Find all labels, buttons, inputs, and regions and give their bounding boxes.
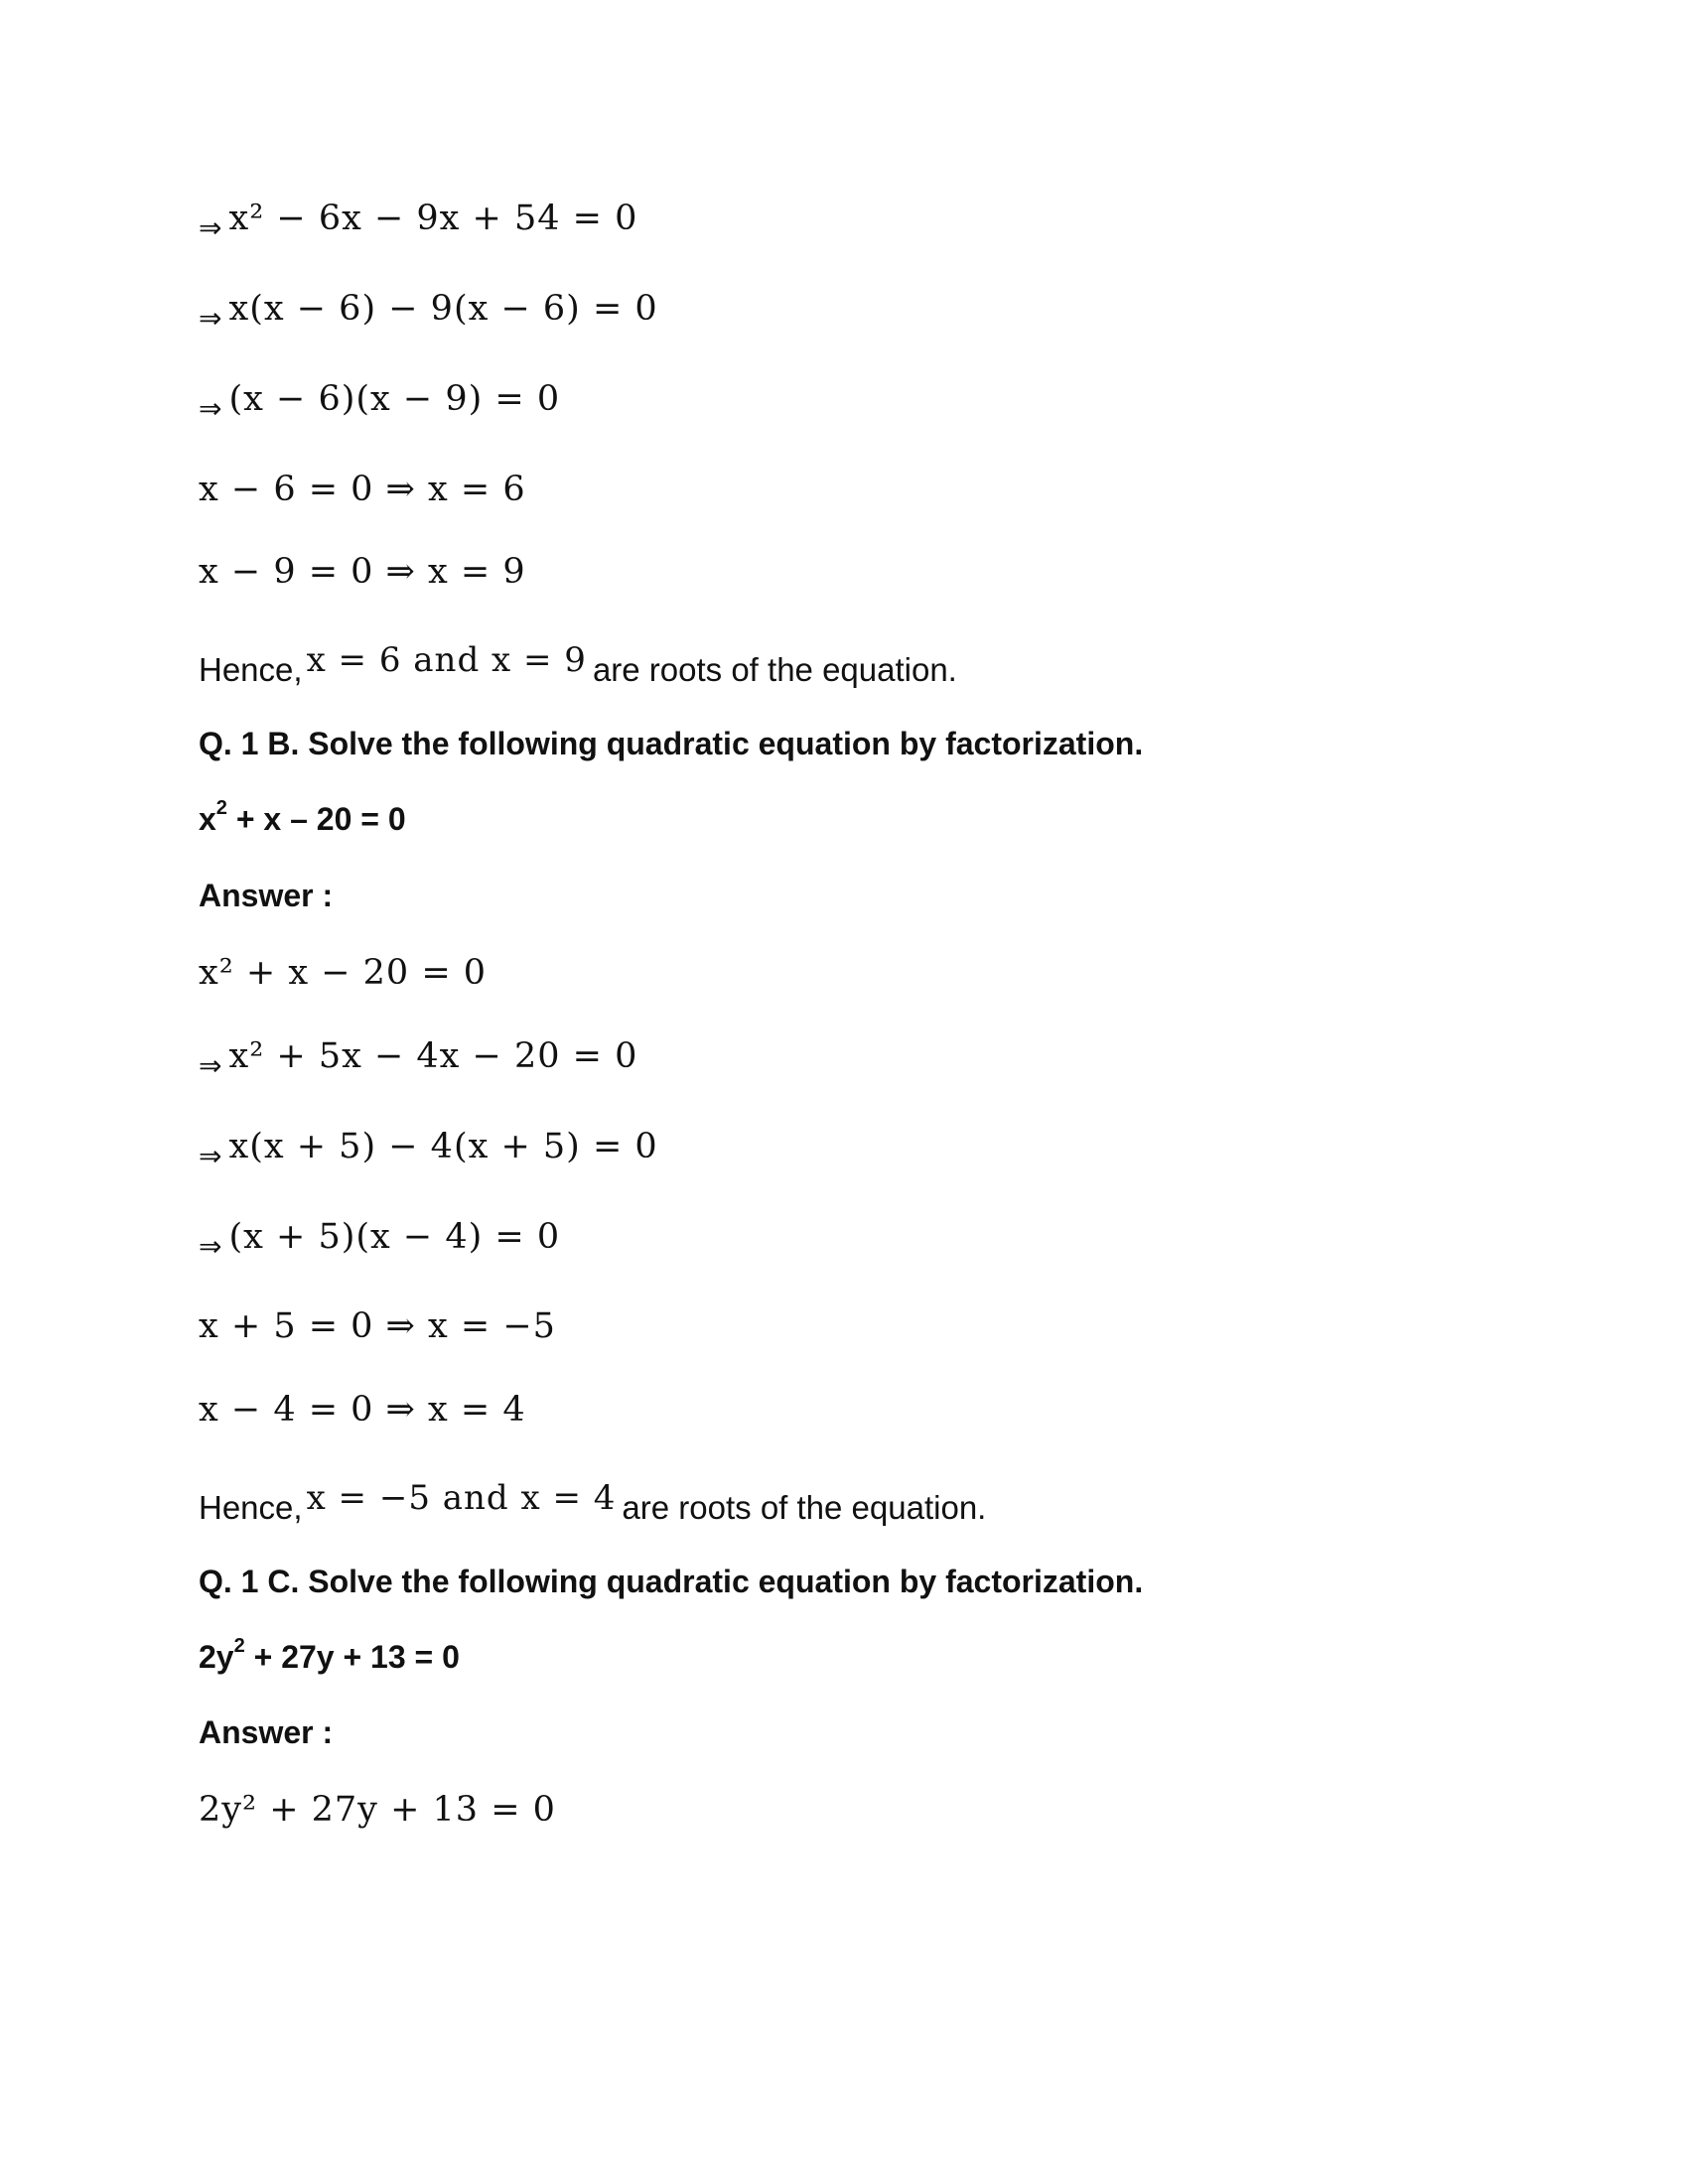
step-expression: 2y² + 27y + 13 = 0 xyxy=(199,1790,556,1830)
equation-base: x xyxy=(199,801,216,837)
step-expression: x − 6 = 0 ⇒ x = 6 xyxy=(199,470,526,509)
math-step xyxy=(199,379,561,425)
math-step xyxy=(199,953,487,993)
answer-label: Answer : xyxy=(199,1714,334,1750)
math-step xyxy=(199,289,658,335)
step-expression: x − 4 = 0 ⇒ x = 4 xyxy=(199,1390,526,1430)
roots-suffix: are roots of the equation. xyxy=(622,1489,987,1526)
math-step xyxy=(199,1127,658,1172)
step-expression: x + 5 = 0 ⇒ x = −5 xyxy=(199,1306,556,1346)
hence-label: Hence, xyxy=(199,651,303,688)
implies-arrow: ⇒ xyxy=(199,392,223,425)
implies-arrow: ⇒ xyxy=(199,1049,223,1082)
math-step xyxy=(199,199,638,244)
implies-arrow: ⇒ xyxy=(199,1230,223,1263)
question-title: Q. 1 B. Solve the following quadratic equation by factorization. xyxy=(199,726,1144,761)
equation-base: 2y xyxy=(199,1639,234,1675)
roots-suffix: are roots of the equation. xyxy=(592,651,957,688)
roots-expression: x = 6 and x = 9 xyxy=(306,640,587,680)
math-step xyxy=(199,1217,561,1263)
implies-arrow: ⇒ xyxy=(199,1140,223,1172)
step-expression: x² − 6x − 9x + 54 = 0 xyxy=(228,199,638,238)
equation-rest: + x – 20 = 0 xyxy=(226,801,406,837)
step-expression: x² + 5x − 4x − 20 = 0 xyxy=(228,1036,638,1076)
math-step xyxy=(199,552,526,592)
equation-rest: + 27y + 13 = 0 xyxy=(244,1639,460,1675)
math-step xyxy=(199,1790,556,1830)
roots-expression: x = −5 and x = 4 xyxy=(306,1478,617,1518)
question-title: Q. 1 C. Solve the following quadratic equation by factorization. xyxy=(199,1564,1144,1599)
conclusion-line xyxy=(199,640,957,690)
step-expression: x² + x − 20 = 0 xyxy=(199,953,488,993)
math-step xyxy=(199,1036,638,1082)
step-expression: x(x + 5) − 4(x + 5) = 0 xyxy=(228,1127,658,1166)
implies-arrow: ⇒ xyxy=(199,211,223,244)
equation-exponent: 2 xyxy=(233,1635,245,1658)
step-expression: x − 9 = 0 ⇒ x = 9 xyxy=(199,552,526,592)
step-expression: x(x − 6) − 9(x − 6) = 0 xyxy=(228,289,658,329)
math-step xyxy=(199,470,526,509)
question-equation xyxy=(199,1635,460,1676)
answer-label: Answer : xyxy=(199,878,334,913)
step-expression: (x + 5)(x − 4) = 0 xyxy=(228,1217,561,1257)
conclusion-line xyxy=(199,1478,987,1528)
math-step xyxy=(199,1390,526,1430)
question-equation xyxy=(199,797,406,838)
math-step xyxy=(199,1306,556,1346)
step-expression: (x − 6)(x − 9) = 0 xyxy=(228,379,561,419)
equation-exponent: 2 xyxy=(215,797,227,820)
implies-arrow: ⇒ xyxy=(199,302,223,335)
hence-label: Hence, xyxy=(199,1489,303,1526)
